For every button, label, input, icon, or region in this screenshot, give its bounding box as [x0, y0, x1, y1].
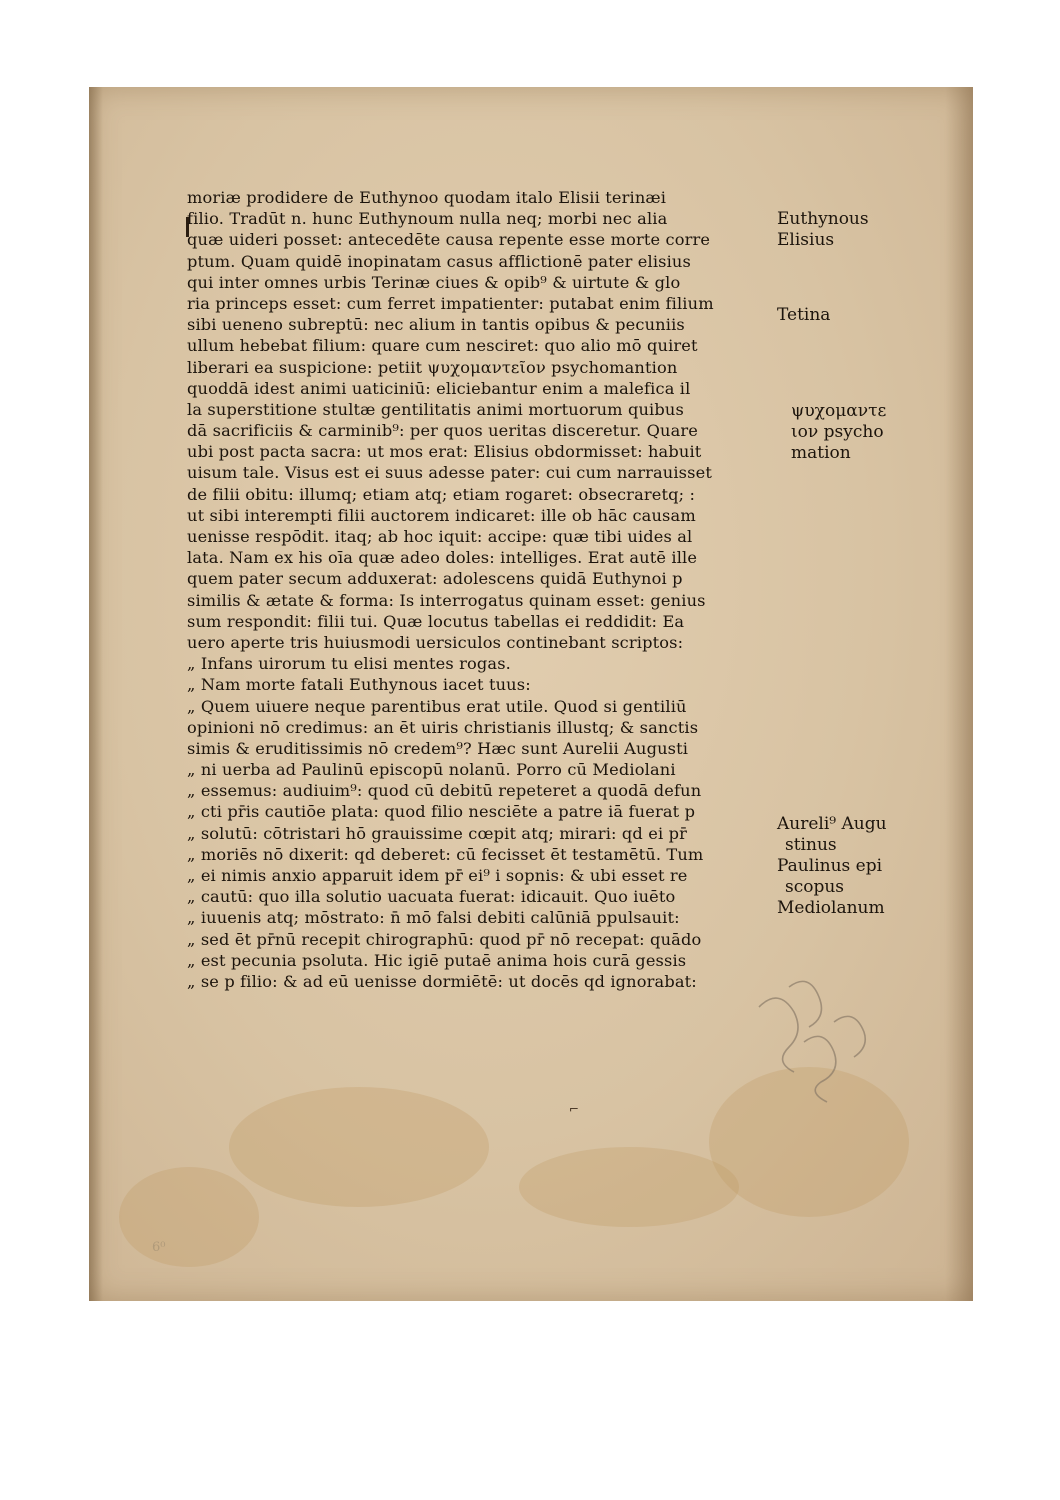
text-line: „ essemus: audiuim⁹: quod cū debitū repeteret a quodā defun: [187, 781, 702, 801]
text-line: ut sibi interempti filii auctorem indicaret: ille ob hāc causam: [187, 505, 696, 525]
margin-note-line: ιον psycho: [791, 422, 884, 442]
text-line: similis & ætate & forma: Is interrogatus quinam esset: genius: [187, 590, 706, 610]
text-line: „ solutū: cōtristari hō grauissime cœpit atq; mirari: qd ei pr̄: [187, 823, 687, 843]
text-line: quæ uideri posset: antecedēte causa repente esse morte corre: [187, 230, 711, 250]
margin-note-line: scopus: [785, 877, 845, 897]
text-line: ullum hebebat filium: quare cum nesciret: quo alio mō quiret: [187, 336, 698, 356]
margin-note-psychomantion: [791, 401, 886, 464]
text-line: opinioni nō credimus: an ēt uiris christianis illustq; & sanctis: [187, 717, 699, 737]
text-line: ria princeps esset: cum ferret impatienter: putabat enim filium: [187, 293, 714, 313]
margin-note-euthynous: [777, 209, 869, 251]
text-line: de filii obitu: illumq; etiam atq; etiam rogaret: obsecraretq; :: [187, 484, 696, 504]
text-line: quem pater secum adduxerat: adolescens quidā Euthynoi p: [187, 569, 683, 589]
text-line: „ cti pr̄is cautiōe plata: quod filio nesciēte a patre iā fuerat p: [187, 802, 696, 822]
text-line: „ iuuenis atq; mōstrato: n̄ mō falsi debiti calūniā ppulsauit:: [187, 908, 680, 928]
text-line: lata. Nam ex his oīa quæ adeo doles: intelliges. Erat autē ille: [187, 548, 698, 568]
text-line: uisum tale. Visus est ei suus adesse pater: cui cum narrauisset: [187, 463, 712, 483]
text-line: liberari ea suspicione: petiit ψυχομαντεῖον psychomantion: [187, 357, 678, 377]
text-line: „ est pecunia psoluta. Hic igiē putaē anima hois curā gessis: [187, 950, 687, 970]
body-text: [187, 187, 787, 992]
text-line: „ Nam morte fatali Euthynous iacet tuus:: [187, 675, 531, 695]
text-line: filio. Tradūt n. hunc Euthynoum nulla neq; morbi nec alia: [187, 209, 668, 229]
text-line: sibi ueneno subreptū: nec alium in tantis opibus & pecuniis: [187, 315, 685, 335]
text-line: „ cautū: quo illa solutio uacuata fuerat: idicauit. Quo iuēto: [187, 887, 676, 907]
text-line: la superstitione stultæ gentilitatis animi mortuorum quibus: [187, 399, 684, 419]
text-line: ubi post pacta sacra: ut mos erat: Elisius obdormisset: habuit: [187, 442, 702, 462]
margin-note-augustinus: [777, 814, 887, 919]
manuscript-page: [89, 87, 973, 1301]
library-stamp-mark: [749, 967, 879, 1117]
margin-note-line: Aureli⁹ Augu: [777, 814, 887, 834]
margin-note-line: Elisius: [777, 230, 835, 250]
margin-note-line: Mediolanum: [777, 898, 885, 918]
text-line: „ sed ēt pr̄nū recepit chirographū: quod pr̄ nō recepat: quādo: [187, 929, 702, 949]
text-line: uenisse respōdit. itaq; ab hoc iquit: accipe: quæ tibi uides al: [187, 527, 693, 546]
margin-note-line: ψυχομαντε: [791, 401, 887, 421]
margin-note-line: mation: [791, 443, 851, 463]
folio-number: 6⁰: [152, 1240, 166, 1255]
margin-note-terina: [777, 305, 830, 326]
text-line: sum respondit: filii tui. Quæ locutus tabellas ei reddidit: Ea: [187, 611, 685, 631]
signature-mark: ⌐: [569, 1102, 580, 1116]
text-line: dā sacrificiis & carminib⁹: per quos ueritas disceretur. Quare: [187, 421, 699, 441]
margin-note-line: Paulinus epi: [777, 856, 883, 876]
text-line: „ ni uerba ad Paulinū episcopū nolanū. Porro cū Mediolani: [187, 760, 676, 780]
text-line: „ ei nimis anxio apparuit idem pr̄ ei⁹ i sopnis: & ubi esset re: [187, 866, 688, 885]
margin-note-line: Tetina: [777, 305, 831, 325]
text-line: qui inter omnes urbis Terinæ ciues & opib⁹ & uirtute & glo: [187, 272, 681, 292]
text-line: moriæ prodidere de Euthynoo quodam italo Elisii terinæi: [187, 188, 667, 207]
margin-note-line: stinus: [785, 835, 837, 855]
text-line: „ moriēs nō dixerit: qd deberet: cū fecisset ēt testamētū. Tum: [187, 844, 704, 864]
text-line: ptum. Quam quidē inopinatam casus afflictionē pater elisius: [187, 251, 691, 271]
text-line: „ Infans uirorum tu elisi mentes rogas.: [187, 654, 511, 674]
text-line: uero aperte tris huiusmodi uersiculos continebant scriptos:: [187, 632, 684, 652]
text-line: „ Quem uiuere neque parentibus erat utile. Quod si gentiliū: [187, 696, 687, 716]
text-line: simis & eruditissimis nō credem⁹? Hæc sunt Aurelii Augusti: [187, 738, 689, 758]
text-line: „ se p filio: & ad eū uenisse dormiētē: ut docēs qd ignorabat:: [187, 971, 697, 991]
text-line: quoddā idest animi uaticiniū: eliciebantur enim a malefica il: [187, 378, 691, 398]
margin-note-line: Euthynous: [777, 209, 869, 229]
